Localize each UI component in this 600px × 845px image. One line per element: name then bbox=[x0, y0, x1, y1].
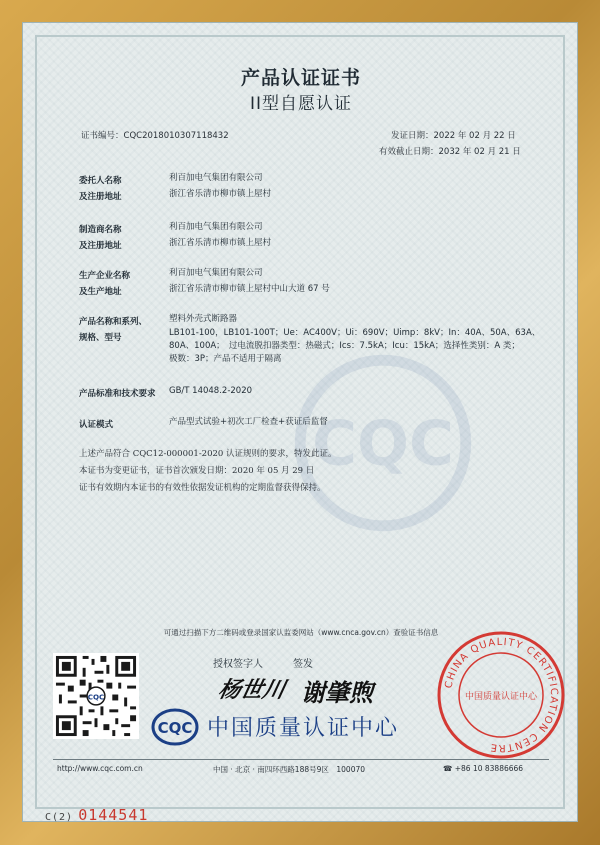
expiry-date-label: 有效截止日期： bbox=[379, 147, 439, 157]
maker-label-2: 及注册地址 bbox=[79, 241, 122, 251]
factory-label-2: 及生产地址 bbox=[79, 287, 122, 297]
org-website[interactable]: http://www.cqc.com.cn bbox=[57, 764, 143, 773]
client-address: 浙江省乐清市柳市镇上屋村 bbox=[169, 189, 272, 199]
client-label-2: 及注册地址 bbox=[79, 192, 122, 202]
svg-text:CQC: CQC bbox=[87, 692, 105, 702]
org-name: 中国质量认证中心 bbox=[207, 716, 400, 741]
org-phone-row bbox=[443, 764, 523, 773]
cqc-logo-icon bbox=[151, 707, 199, 747]
maker-name: 利百加电气集团有限公司 bbox=[169, 222, 263, 232]
issue-date: 2022 年 02 月 22 日 bbox=[433, 131, 516, 141]
qr-code-icon[interactable] bbox=[53, 653, 139, 739]
product-spec-line-1: LB101-100，LB101-100T；Ue：AC400V；Ui：690V；Uimp：8kV；In：40A、50A、63A、 bbox=[169, 328, 541, 338]
serial-row bbox=[45, 805, 148, 824]
factory-address: 浙江省乐清市柳市镇上屋村中山大道 67 号 bbox=[169, 284, 330, 294]
note-line-2: 本证书为变更证书，证书首次颁发日期：2020 年 05 月 29 日 bbox=[79, 466, 315, 476]
standard-value: GB/T 14048.2-2020 bbox=[169, 386, 253, 396]
certificate-subtitle: II型自愿认证 bbox=[249, 94, 353, 114]
standard-label: 产品标准和技术要求 bbox=[79, 389, 156, 399]
serial-number: 0144541 bbox=[78, 806, 149, 824]
expiry-date-row bbox=[379, 145, 521, 157]
issue-date-label: 发证日期： bbox=[391, 131, 434, 141]
svg-text:CQC: CQC bbox=[312, 408, 454, 480]
product-label-1: 产品名称和系列、 bbox=[79, 317, 148, 327]
issuer-label: 签发 bbox=[293, 659, 313, 670]
maker-address: 浙江省乐清市柳市镇上屋村 bbox=[169, 238, 272, 248]
issue-date-row bbox=[391, 129, 516, 141]
authorized-signer-label: 授权签字人 bbox=[213, 659, 263, 670]
client-label-1: 委托人名称 bbox=[79, 176, 122, 186]
mode-value: 产品型式试验+初次工厂检查+获证后监督 bbox=[169, 417, 328, 427]
phone-icon: ☎ bbox=[443, 764, 453, 773]
client-name: 利百加电气集团有限公司 bbox=[169, 173, 263, 183]
svg-text:CQC: CQC bbox=[157, 719, 193, 737]
expiry-date: 2032 年 02 月 21 日 bbox=[438, 147, 521, 157]
product-label-2: 规格、型号 bbox=[79, 333, 122, 343]
org-address: 中国 · 北京 · 南四环西路188号9区 100070 bbox=[213, 765, 366, 774]
factory-label-1: 生产企业名称 bbox=[79, 271, 131, 281]
serial-prefix: C(2) bbox=[45, 812, 74, 823]
cert-no-row bbox=[81, 129, 229, 141]
note-line-3: 证书有效期内本证书的有效性依据发证机构的定期监督获得保持。 bbox=[79, 483, 326, 493]
verify-text: 可通过扫描下方二维码或登录国家认监委网站（www.cnca.gov.cn）查验证书信息 bbox=[163, 628, 439, 637]
svg-text:中国质量认证中心: 中国质量认证中心 bbox=[464, 692, 538, 702]
certificate-title: 产品认证证书 bbox=[240, 67, 361, 89]
mode-label: 认证模式 bbox=[79, 420, 114, 430]
cert-no-label: 证书编号： bbox=[81, 131, 124, 141]
note-line-1: 上述产品符合 CQC12-000001-2020 认证规则的要求，特发此证。 bbox=[79, 449, 337, 459]
footer-divider bbox=[53, 759, 549, 760]
product-spec-line-2: 80A、100A； 过电流脱扣器类型：热磁式；Ics：7.5kA；Icu：15kA；选择性类别：A 类； bbox=[169, 341, 520, 351]
maker-label-1: 制造商名称 bbox=[79, 225, 122, 235]
official-seal-icon bbox=[435, 629, 567, 761]
cqc-watermark-icon bbox=[293, 353, 473, 533]
signature-authorized: 杨世川 bbox=[215, 677, 288, 703]
product-name: 塑料外壳式断路器 bbox=[169, 314, 238, 324]
signature-issuer: 谢肇煦 bbox=[301, 678, 373, 707]
svg-text:CHINA QUALITY CERTIFICATION CE: CHINA QUALITY CERTIFICATION CENTRE bbox=[443, 636, 560, 754]
factory-name: 利百加电气集团有限公司 bbox=[169, 268, 263, 278]
org-phone: +86 10 83886666 bbox=[454, 764, 524, 773]
certificate-paper bbox=[22, 22, 578, 822]
product-spec-line-3: 极数：3P；产品不适用于隔离 bbox=[169, 354, 282, 364]
cert-no: CQC2018010307118432 bbox=[123, 131, 229, 141]
